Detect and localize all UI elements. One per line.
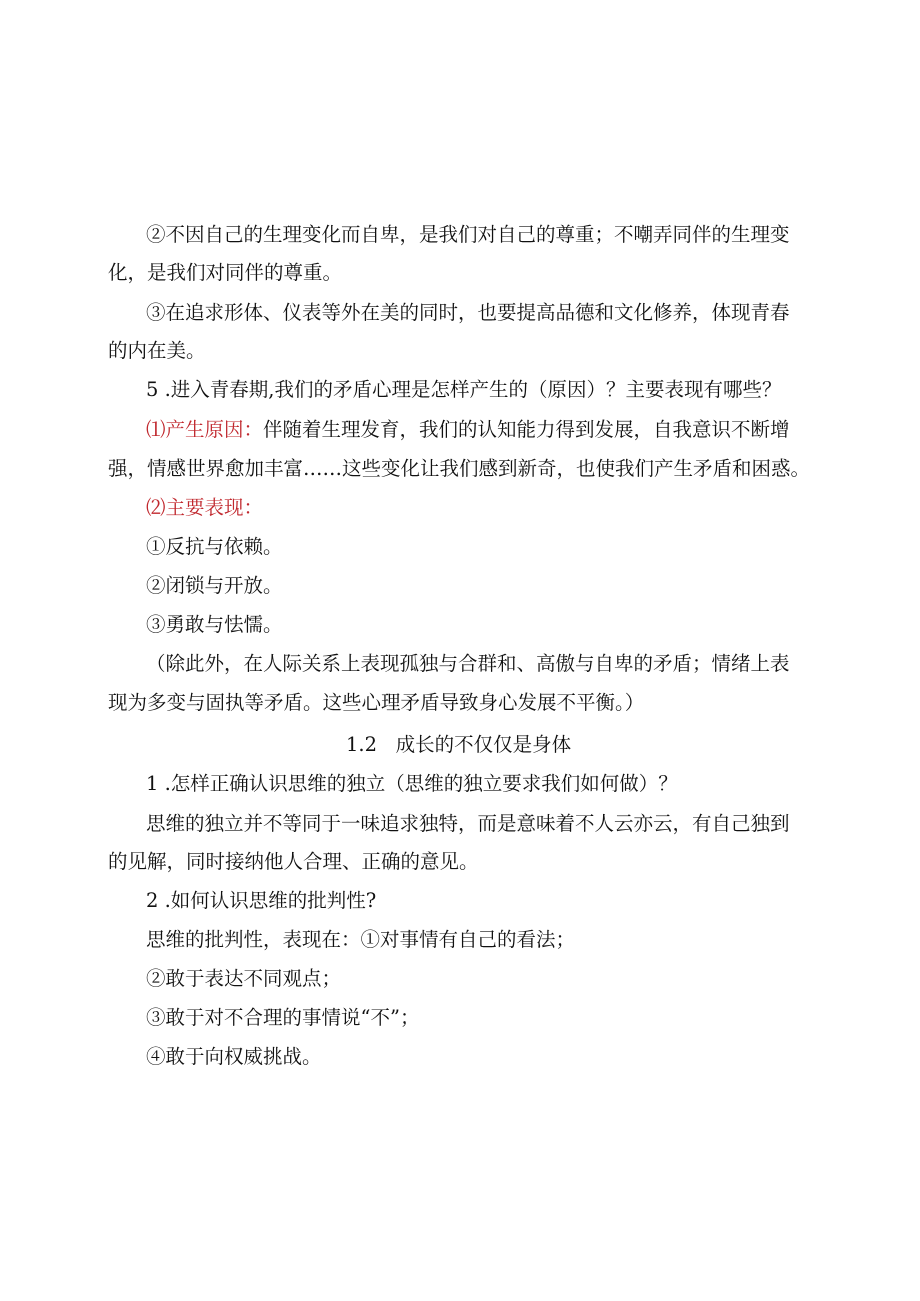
question-heading: 1 .怎样正确认识思维的独立（思维的独立要求我们如何做）？: [146, 772, 678, 795]
paragraph-line: （除此外，在人际关系上表现孤独与合群和、高傲与自卑的矛盾；情绪上表: [146, 652, 790, 675]
paragraph-line: ③在追求形体、仪表等外在美的同时，也要提高品德和文化修养，体现青春: [146, 301, 790, 324]
paragraph-line: 现为多变与固执等矛盾。这些心理矛盾导致身心发展不平衡。）: [108, 691, 645, 714]
paragraph-line: 强，情感世界愈加丰富……这些变化让我们感到新奇，也使我们产生矛盾和困惑。: [108, 457, 811, 480]
paragraph-line: 思维的批判性，表现在：①对事情有自己的看法；: [146, 928, 576, 951]
paragraph-line: 的见解，同时接纳他人合理、正确的意见。: [108, 850, 479, 873]
list-item: ①反抗与依赖。: [146, 535, 283, 558]
paragraph-line: ②不因自己的生理变化而自卑，是我们对自己的尊重；不嘲弄同伴的生理变: [146, 223, 790, 246]
cause-text: 伴随着生理发育，我们的认知能力得到发展，自我意识不断增: [263, 418, 790, 441]
list-item: ②敢于表达不同观点；: [146, 967, 342, 990]
cause-label: ⑴产生原因：: [146, 418, 264, 441]
paragraph-line: [146, 416, 836, 444]
list-item: ④敢于向权威挑战。: [146, 1045, 322, 1068]
paragraph-line: 思维的独立并不等同于一味追求独特，而是意味着不人云亦云，有自己独到: [146, 812, 790, 835]
list-item: ③敢于对不合理的事情说“不”；: [146, 1006, 420, 1029]
paragraph-line: 化，是我们对同伴的尊重。: [108, 261, 343, 284]
question-heading: 2 .如何认识思维的批判性?: [146, 889, 377, 912]
section-title: 1.2 成长的不仅仅是身体: [346, 733, 572, 756]
question-heading: 5 .进入青春期,我们的矛盾心理是怎样产生的（原因）？主要表现有哪些？: [146, 378, 782, 401]
expression-label: ⑵主要表现：: [146, 496, 264, 519]
list-item: ②闭锁与开放。: [146, 574, 283, 597]
list-item: ③勇敢与怯懦。: [146, 613, 283, 636]
paragraph-line: 的内在美。: [108, 339, 206, 362]
